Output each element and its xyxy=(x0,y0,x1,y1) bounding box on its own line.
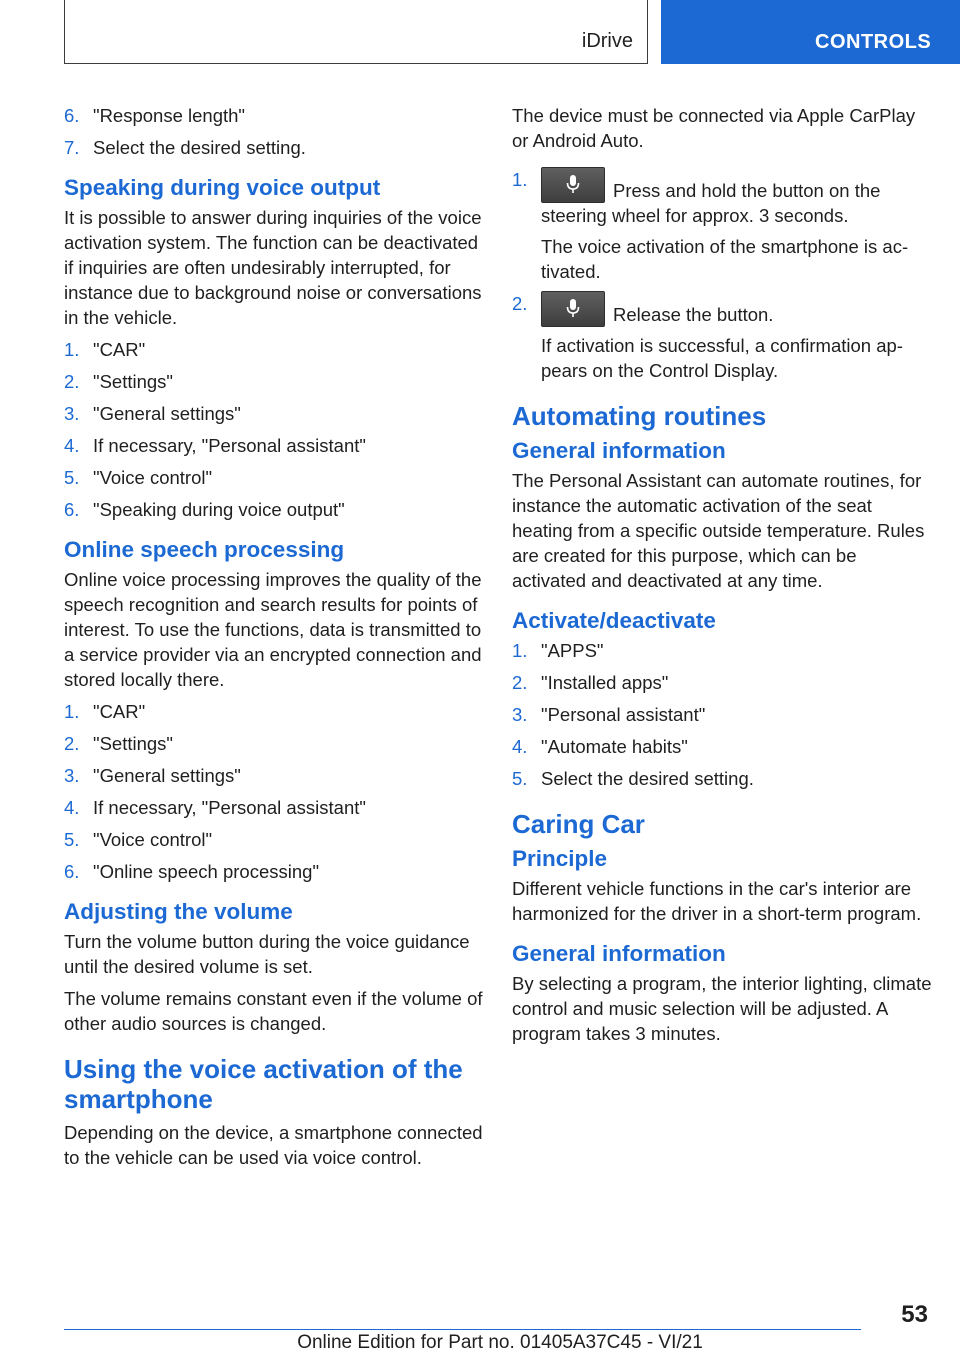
online-steps-list xyxy=(64,699,484,884)
header-section-box xyxy=(64,0,648,64)
right-column xyxy=(512,103,932,1053)
list-item: 4. "Automate habits" xyxy=(512,736,688,757)
section-heading-online: Online speech processing xyxy=(64,537,345,562)
list-item: 2. "Settings" xyxy=(64,371,173,392)
section-body-online: Online voice processing improves the quality of the speech recognition and search results for points of interest. To use the functions, data is transmitted to a service provider via an encrypted connection and stored locally there. xyxy=(64,569,482,690)
list-item: 5. Select the desired setting. xyxy=(512,768,754,789)
section-heading-volume: Adjusting the volume xyxy=(64,899,293,924)
section-heading-principle: Principle xyxy=(512,846,608,871)
speaking-steps-list xyxy=(64,337,484,522)
smartphone-steps-list xyxy=(512,167,932,383)
list-item: 5. "Voice control" xyxy=(64,467,213,488)
section-heading-automating-general: General information xyxy=(512,438,726,463)
activate-steps-list xyxy=(512,638,932,791)
section-body-smartphone: Depending on the device, a smartphone connected to the vehicle can be used via voice control. xyxy=(64,1122,483,1168)
list-item: 3. "General settings" xyxy=(64,403,241,424)
list-item: 1. "CAR" xyxy=(64,339,146,360)
section-heading-automating: Automating routines xyxy=(512,401,767,431)
list-item: 1. "APPS" xyxy=(512,640,604,661)
list-item: 7. Select the desired setting. xyxy=(64,137,306,158)
header-chapter-tab: CONTROLS xyxy=(661,0,960,64)
microphone-button-icon xyxy=(541,291,605,327)
section-heading-caring-general: General information xyxy=(512,941,726,966)
list-item: 1. Press and hold the button on the steering wheel for approx. 3 seconds. The voice activation of the smartphone is activated. xyxy=(512,169,909,282)
section-heading-smartphone: Using the voice activation of the smartphone xyxy=(64,1054,463,1114)
smartphone-intro: The device must be connected via Apple CarPlay or Android Auto. xyxy=(512,105,916,151)
section-heading-activate: Activate/deactivate xyxy=(512,608,716,633)
section-heading-caring: Caring Car xyxy=(512,809,645,839)
list-item: 6. "Online speech processing" xyxy=(64,861,320,882)
list-item: 2. "Settings" xyxy=(64,733,173,754)
list-item: 6. "Response length" xyxy=(64,105,245,126)
footer-divider xyxy=(64,1329,861,1330)
list-item: 4. If necessary, "Personal assistant" xyxy=(64,797,366,818)
left-column xyxy=(64,103,484,1177)
list-item: 3. "Personal assistant" xyxy=(512,704,706,725)
microphone-icon xyxy=(566,298,580,320)
list-item: 6. "Speaking during voice output" xyxy=(64,499,345,520)
section-heading-speaking: Speaking during voice output xyxy=(64,175,381,200)
section-body-automating-general: The Personal Assistant can automate routines, for instance the automatic activation of the seat heating from a specific outside temperature. Rules are created for this purpose, which can be activated and deactivated at any time. xyxy=(512,470,925,591)
section-body-caring-general: By selecting a program, the interior lighting, climate control and music selection will be adjusted. A program takes 3 minutes. xyxy=(512,973,932,1044)
section-body-volume-1: Turn the volume button during the voice guidance until the desired volume is set. xyxy=(64,931,470,977)
list-item: 4. If necessary, "Personal assistant" xyxy=(64,435,366,456)
top-steps-list xyxy=(64,103,484,160)
footer-edition-text: Online Edition for Part no. 01405A37C45 - VI/21 xyxy=(297,1332,703,1353)
list-item: 1. "CAR" xyxy=(64,701,146,722)
list-item: 2. Release the button. If activation is successful, a confirmation appears on the Control Display. xyxy=(512,293,903,381)
list-item: 3. "General settings" xyxy=(64,765,241,786)
microphone-button-icon xyxy=(541,167,605,203)
section-body-speaking: It is possible to answer during inquiries of the voice activation system. The function can be deactivated if inquiries are often undesirably interrupted, for instance due to background noise or conversations in the vehicle. xyxy=(64,207,482,328)
section-body-volume-2: The volume remains constant even if the volume of other audio sources is changed. xyxy=(64,988,483,1034)
page-number: 53 xyxy=(901,1301,928,1328)
microphone-icon xyxy=(566,174,580,196)
list-item: 5. "Voice control" xyxy=(64,829,213,850)
header-section-title: iDrive xyxy=(581,30,633,52)
list-item: 2. "Installed apps" xyxy=(512,672,669,693)
section-body-principle: Different vehicle functions in the car's interior are harmonized for the driver in a short-term program. xyxy=(512,878,922,924)
